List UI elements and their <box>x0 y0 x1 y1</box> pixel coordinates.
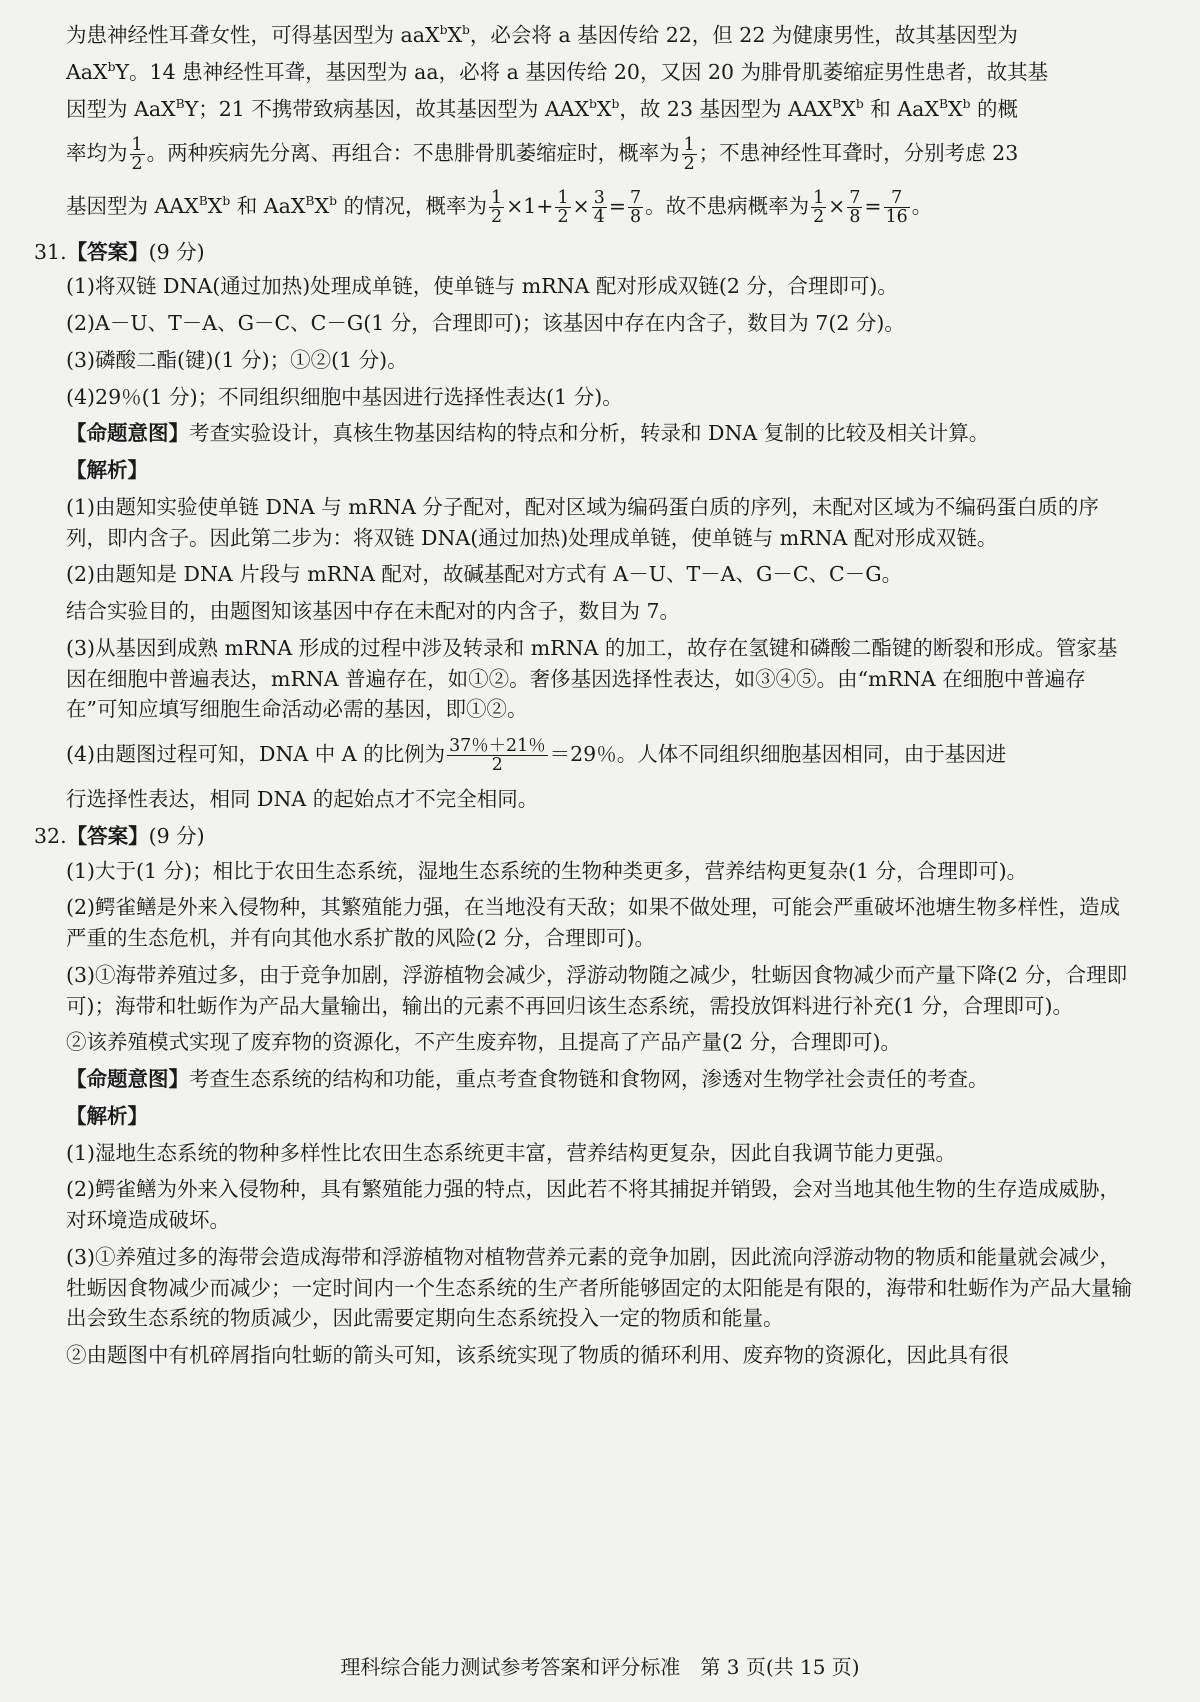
text: 。 <box>911 194 933 219</box>
sup: b <box>589 96 597 111</box>
text: X <box>447 23 463 47</box>
q31-explain-1: (1)由题知实验使单链 DNA 与 mRNA 分子配对，配对区域为编码蛋白质的序列，未配对区域为不编码蛋白质的序列，即内含子。因此第二步为：将双链 DNA(通过加热)处理成单链，使单链与 mRNA 配对形成双链。 <box>66 494 1099 550</box>
fraction <box>489 189 504 227</box>
q31-body <box>66 271 1132 815</box>
question-number: 32. <box>34 823 67 848</box>
sup: b <box>439 23 448 38</box>
sup: b <box>962 96 971 111</box>
text: ；不患神经性耳聋时，分别考虑 23 <box>698 141 1019 166</box>
text: 和 AaX <box>230 194 306 219</box>
denominator: 2 <box>557 207 569 228</box>
q31-explain-2: (2)由题知是 DNA 片段与 mRNA 配对，故碱基配对方式有 A－U、T－A、G－C、C－G。 <box>66 562 903 587</box>
q31-intent <box>66 418 1132 449</box>
text: ×1+ <box>506 194 554 219</box>
q31-explain-4 <box>66 731 1132 778</box>
numerator: 1 <box>813 188 825 209</box>
fraction <box>884 189 910 227</box>
text: X <box>596 96 612 121</box>
sup: b <box>855 96 864 111</box>
intent-label: 【命题意图】 <box>66 421 189 446</box>
answer-label: 【答案】 <box>66 239 149 264</box>
fraction <box>811 189 826 227</box>
denominator: 2 <box>683 154 695 175</box>
numerator: 1 <box>131 134 143 155</box>
sup: b <box>107 59 116 74</box>
fraction <box>628 189 643 227</box>
denominator: 16 <box>885 207 908 228</box>
fraction <box>555 189 570 227</box>
text: × <box>572 194 590 219</box>
q32-answer-3: (3)①海带养殖过多，由于竞争加剧，浮游植物会减少，浮游动物随之减少，牡蛎因食物减少而产量下降(2 分，合理即可)；海带和牡蛎作为产品大量输出，输出的元素不再回归该生态系统，需投放饵料进行补充(1 分，合理即可)。 <box>66 962 1128 1018</box>
denominator: 8 <box>630 207 642 228</box>
numerator: 7 <box>630 188 642 209</box>
fraction <box>447 737 548 775</box>
intro-line-1 <box>66 20 1132 51</box>
q32-answer-1: (1)大于(1 分)；相比于农田生态系统，湿地生态系统的生物种类更多，营养结构更复杂(1 分，合理即可)。 <box>66 858 1028 883</box>
text: ＝29％。人体不同组织细胞基因相同，由于基因进 <box>549 742 1007 767</box>
q32-explain-1: (1)湿地生态系统的物种多样性比农田生态系统更丰富，营养结构更复杂，因此自我调节能力更强。 <box>66 1140 957 1165</box>
numerator: 7 <box>849 188 861 209</box>
numerator: 7 <box>884 189 910 208</box>
numerator: 1 <box>490 188 503 209</box>
intro-line-2 <box>66 57 1132 88</box>
q31-answer-3: (3)磷酸二酯(键)(1 分)；①②(1 分)。 <box>66 347 408 372</box>
sup: B <box>175 96 185 111</box>
q32-intent <box>66 1064 1132 1095</box>
text: Y。14 患神经性耳聋，基因型为 aa，必将 a 基因传给 20，又因 20 为腓骨肌萎缩症男性患者，故其基 <box>115 59 1049 84</box>
text: AaX <box>66 59 108 84</box>
sup: B <box>305 194 315 209</box>
text: 。两种疾病先分离、再组合：不患腓骨肌萎缩症时，概率为 <box>146 141 680 166</box>
q31-answer-1: (1)将双链 DNA(通过加热)处理成单链，使单链与 mRNA 配对形成双链(2 分，合理即可)。 <box>66 274 898 299</box>
intent-label: 【命题意图】 <box>66 1067 189 1092</box>
score: (9 分) <box>148 823 205 848</box>
text: = <box>608 194 626 219</box>
sup: b <box>611 96 620 111</box>
q32-explain-4: ②由题图中有机碎屑指向牡蛎的箭头可知，该系统实现了物质的循环利用、废弃物的资源化，因此具有很 <box>66 1343 1009 1368</box>
page-footer: 理科综合能力测试参考答案和评分标准 第 3 页(共 15 页) <box>340 1655 860 1679</box>
text: 和 AaX <box>863 96 939 121</box>
numerator: 37％＋21％ <box>449 735 546 756</box>
intent-text: 考查生态系统的结构和功能，重点考查食物链和食物网，渗透对生物学社会责任的考查。 <box>189 1067 989 1092</box>
text: 基因型为 AAX <box>66 194 199 219</box>
numerator: 1 <box>557 188 569 209</box>
text: 率均为 <box>66 141 128 166</box>
sup: B <box>198 194 208 209</box>
sup: b <box>462 23 470 38</box>
q32-answer-heading <box>34 821 1132 852</box>
text: 因型为 AaX <box>66 96 176 121</box>
fraction <box>592 189 607 227</box>
question-31 <box>34 237 1132 268</box>
text: (4)由题图过程可知，DNA 中 A 的比例为 <box>66 742 446 767</box>
text: X <box>314 194 330 219</box>
intro-paragraph <box>66 20 1132 231</box>
numerator: 1 <box>683 134 695 155</box>
text: ，必会将 a 基因传给 22，但 22 为健康男性，故其基因型为 <box>469 23 1018 47</box>
score: (9 分) <box>148 239 205 264</box>
q32-explain-2: (2)鳄雀鳝为外来入侵物种，具有繁殖能力强的特点，因此若不将其捕捉并销毁，会对当地其他生物的生存造成威胁，对环境造成破坏。 <box>66 1177 1121 1233</box>
q31-answer-heading <box>34 237 1132 268</box>
q32-body <box>66 856 1132 1371</box>
answer-label: 【答案】 <box>66 823 149 848</box>
denominator: 2 <box>131 154 143 175</box>
text: 。故不患病概率为 <box>645 194 810 219</box>
intro-line-4 <box>66 130 1132 177</box>
question-number: 31. <box>34 239 67 264</box>
denominator: 8 <box>849 207 861 228</box>
text: X <box>947 96 963 121</box>
q31-explain-2b: 结合实验目的，由题图知该基因中存在未配对的内含子，数目为 7。 <box>66 599 681 624</box>
denominator: 2 <box>490 207 503 228</box>
intent-text: 考查实验设计，真核生物基因结构的特点和分析，转录和 DNA 复制的比较及相关计算。 <box>189 421 990 446</box>
q32-explain-3: (3)①养殖过多的海带会造成海带和浮游植物对植物营养元素的竞争加剧，因此流向浮游动物的物质和能量就会减少，牡蛎因食物减少而减少；一定时间内一个生态系统的生产者所能够固定的太阳能是有限的，海带和牡蛎作为产品大量输出会致生态系统的物质减少，因此需要定期向生态系统投入一定的物质和能量。 <box>66 1244 1132 1331</box>
q31-analysis-label: 【解析】 <box>66 458 148 483</box>
question-32 <box>34 821 1132 852</box>
intro-line-3 <box>66 94 1132 125</box>
intro-line-5 <box>66 183 1132 230</box>
fraction <box>847 189 862 227</box>
q31-answer-2: (2)A－U、T－A、G－C、C－G(1 分，合理即可)；该基因中存在内含子，数目为 7(2 分)。 <box>66 311 905 336</box>
q31-explain-3: (3)从基因到成熟 mRNA 形成的过程中涉及转录和 mRNA 的加工，故存在氢键和磷酸二酯键的断裂和形成。管家基因在细胞中普遍表达，mRNA 普遍存在，如①②。奢侈基因选择性表达，如③④⑤。由“mRNA 在细胞中普遍存在”可知应填写细胞生命活动必需的基因，即①②。 <box>66 635 1118 722</box>
numerator: 3 <box>593 188 605 209</box>
text: Y；21 不携带致病基因，故其基因型为 AAX <box>184 96 590 121</box>
sup: B <box>938 96 948 111</box>
text: × <box>828 194 846 219</box>
q31-answer-4: (4)29％(1 分)；不同组织细胞中基因进行选择性表达(1 分)。 <box>66 384 623 409</box>
text: ，故 23 基因型为 AAX <box>619 96 833 121</box>
text: 的概 <box>970 96 1018 121</box>
text: X <box>207 194 223 219</box>
sup: b <box>329 194 337 209</box>
q32-analysis-label: 【解析】 <box>66 1103 148 1128</box>
q31-explain-4c: 行选择性表达，相同 DNA 的起始点才不完全相同。 <box>66 787 539 812</box>
text: 为患神经性耳聋女性，可得基因型为 aaX <box>66 23 440 47</box>
q32-answer-4: ②该养殖模式实现了废弃物的资源化，不产生废弃物，且提高了产品产量(2 分，合理即可)。 <box>66 1030 902 1055</box>
sup: B <box>832 96 842 111</box>
sup: b <box>222 194 231 209</box>
q32-answer-2: (2)鳄雀鳝是外来入侵物种，其繁殖能力强，在当地没有天敌；如果不做处理，可能会严重破坏池塘生物多样性，造成严重的生态危机，并有向其他水系扩散的风险(2 分，合理即可)。 <box>66 895 1121 951</box>
fraction <box>130 136 145 174</box>
denominator: 2 <box>813 207 825 228</box>
text: 的情况，概率为 <box>336 194 487 219</box>
denominator: 4 <box>593 207 605 228</box>
text: = <box>864 194 882 219</box>
fraction <box>682 136 697 174</box>
text: X <box>841 96 856 121</box>
denominator: 2 <box>491 755 503 776</box>
